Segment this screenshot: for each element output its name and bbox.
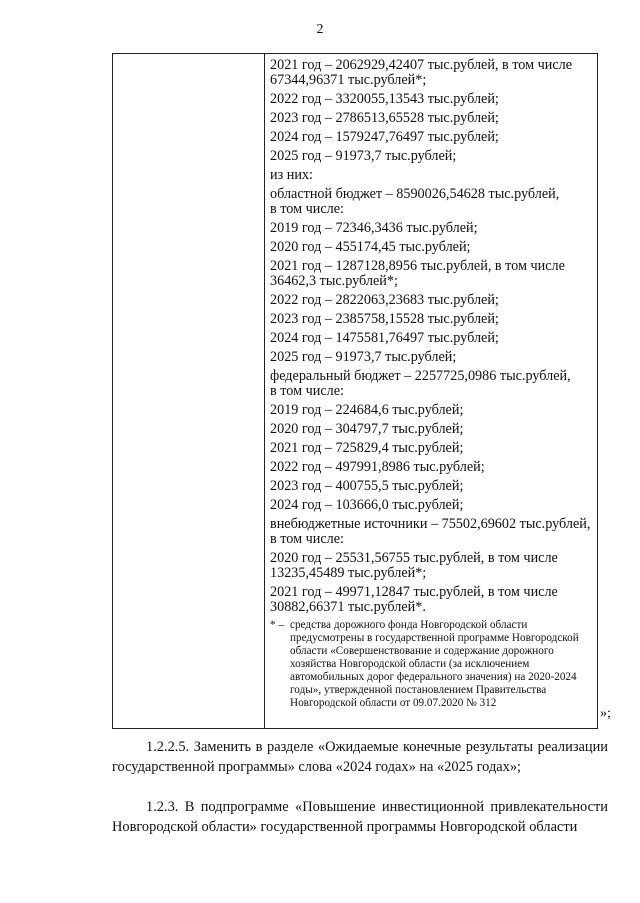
table-line: 2022 год – 497991,8986 тыс.рублей; xyxy=(270,459,485,475)
table-line: 2019 год – 72346,3436 тыс.рублей; xyxy=(270,220,478,236)
table-right-cell xyxy=(265,54,597,728)
table-line: из них: xyxy=(270,167,313,183)
table-line: 2020 год – 304797,7 тыс.рублей; xyxy=(270,421,464,437)
table-line: 2024 год – 103666,0 тыс.рублей; xyxy=(270,497,464,513)
table-line: 2021 год – 49971,12847 тыс.рублей, в том числе 30882,66371 тыс.рублей*. xyxy=(270,584,562,615)
table-line: 2023 год – 2786513,65528 тыс.рублей; xyxy=(270,110,499,126)
footnote-text: средства дорожного фонда Новгородской области предусмотрены в государственной программе Новгородской области «Совершенствование и содержание дорожного хозяйства Новгородской области (за исключением автомобильных дорог федерального значения) на 2020-2024 годы», утвержденной постановлением Правительства Новгородской области от 09.07.2020 № 312 xyxy=(290,619,579,709)
table-line: 2023 год – 400755,5 тыс.рублей; xyxy=(270,478,464,494)
footnote xyxy=(270,619,591,710)
footnote-marker: * – xyxy=(270,619,284,631)
table-line: 2021 год – 725829,4 тыс.рублей; xyxy=(270,440,464,456)
table-line: 2021 год – 1287128,8956 тыс.рублей, в том числе 36462,3 тыс.рублей*; xyxy=(270,258,569,289)
table-line: 2020 год – 455174,45 тыс.рублей; xyxy=(270,239,471,255)
table-line: 2024 год – 1475581,76497 тыс.рублей; xyxy=(270,330,499,346)
table-line: 2025 год – 91973,7 тыс.рублей; xyxy=(270,349,457,365)
page-number: 2 xyxy=(316,22,324,37)
table-line: областной бюджет – 8590026,54628 тыс.рублей, в том числе: xyxy=(270,186,560,217)
table-line: внебюджетные источники – 75502,69602 тыс.рублей, в том числе: xyxy=(270,516,591,547)
table-line: 2023 год – 2385758,15528 тыс.рублей; xyxy=(270,311,499,327)
funding-table xyxy=(112,53,598,729)
table-line: 2021 год – 2062929,42407 тыс.рублей, в том числе 67344,96371 тыс.рублей*; xyxy=(270,57,576,88)
paragraph-1-2-2-5: 1.2.2.5. Заменить в разделе «Ожидаемые конечные результаты реализации государственной программы» слова «2024 годах» на «2025 годах»; xyxy=(112,739,608,775)
table-line: 2024 год – 1579247,76497 тыс.рублей; xyxy=(270,129,499,145)
table-line: федеральный бюджет – 2257725,0986 тыс.рублей, в том числе: xyxy=(270,368,571,399)
table-line: 2022 год – 3320055,13543 тыс.рублей; xyxy=(270,91,499,107)
table-line: 2022 год – 2822063,23683 тыс.рублей; xyxy=(270,292,499,308)
table-left-cell xyxy=(113,54,265,728)
table-line: 2025 год – 91973,7 тыс.рублей; xyxy=(270,148,457,164)
table-line: 2020 год – 25531,56755 тыс.рублей, в том числе 13235,45489 тыс.рублей*; xyxy=(270,550,562,581)
closing-quote-mark: »; xyxy=(600,706,611,721)
paragraph-1-2-3: 1.2.3. В подпрограмме «Повышение инвестиционной привлекательности Новгородской области» государственной программы Новгородской области xyxy=(112,799,608,835)
table-line: 2019 год – 224684,6 тыс.рублей; xyxy=(270,402,464,418)
